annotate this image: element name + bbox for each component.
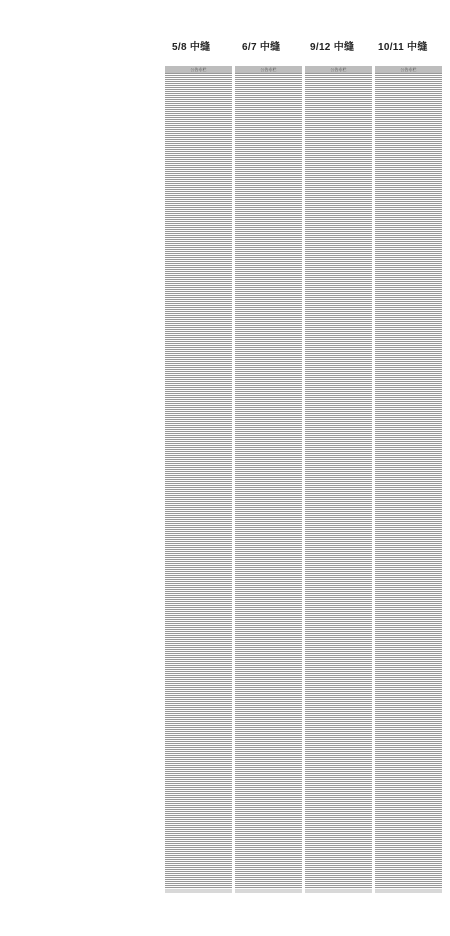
column-strip-6-7 bbox=[235, 66, 302, 893]
column-body-text bbox=[375, 73, 442, 890]
column-body-text bbox=[235, 73, 302, 890]
column-strip-10-11 bbox=[375, 66, 442, 893]
column-footer bbox=[235, 889, 302, 893]
column-body-text bbox=[165, 73, 232, 890]
column-label-10-11: 10/11 中缝 bbox=[378, 42, 428, 53]
column-footer bbox=[165, 889, 232, 893]
column-header: 公告专栏 bbox=[305, 66, 372, 73]
column-header: 公告专栏 bbox=[165, 66, 232, 73]
column-body-text bbox=[305, 73, 372, 890]
column-label-5-8: 5/8 中缝 bbox=[172, 42, 211, 53]
column-label-6-7: 6/7 中缝 bbox=[242, 42, 281, 53]
column-footer bbox=[305, 889, 372, 893]
column-strip-9-12 bbox=[305, 66, 372, 893]
column-header: 公告专栏 bbox=[375, 66, 442, 73]
column-footer bbox=[375, 889, 442, 893]
column-label-9-12: 9/12 中缝 bbox=[310, 42, 355, 53]
column-header: 公告专栏 bbox=[235, 66, 302, 73]
column-strip-5-8 bbox=[165, 66, 232, 893]
